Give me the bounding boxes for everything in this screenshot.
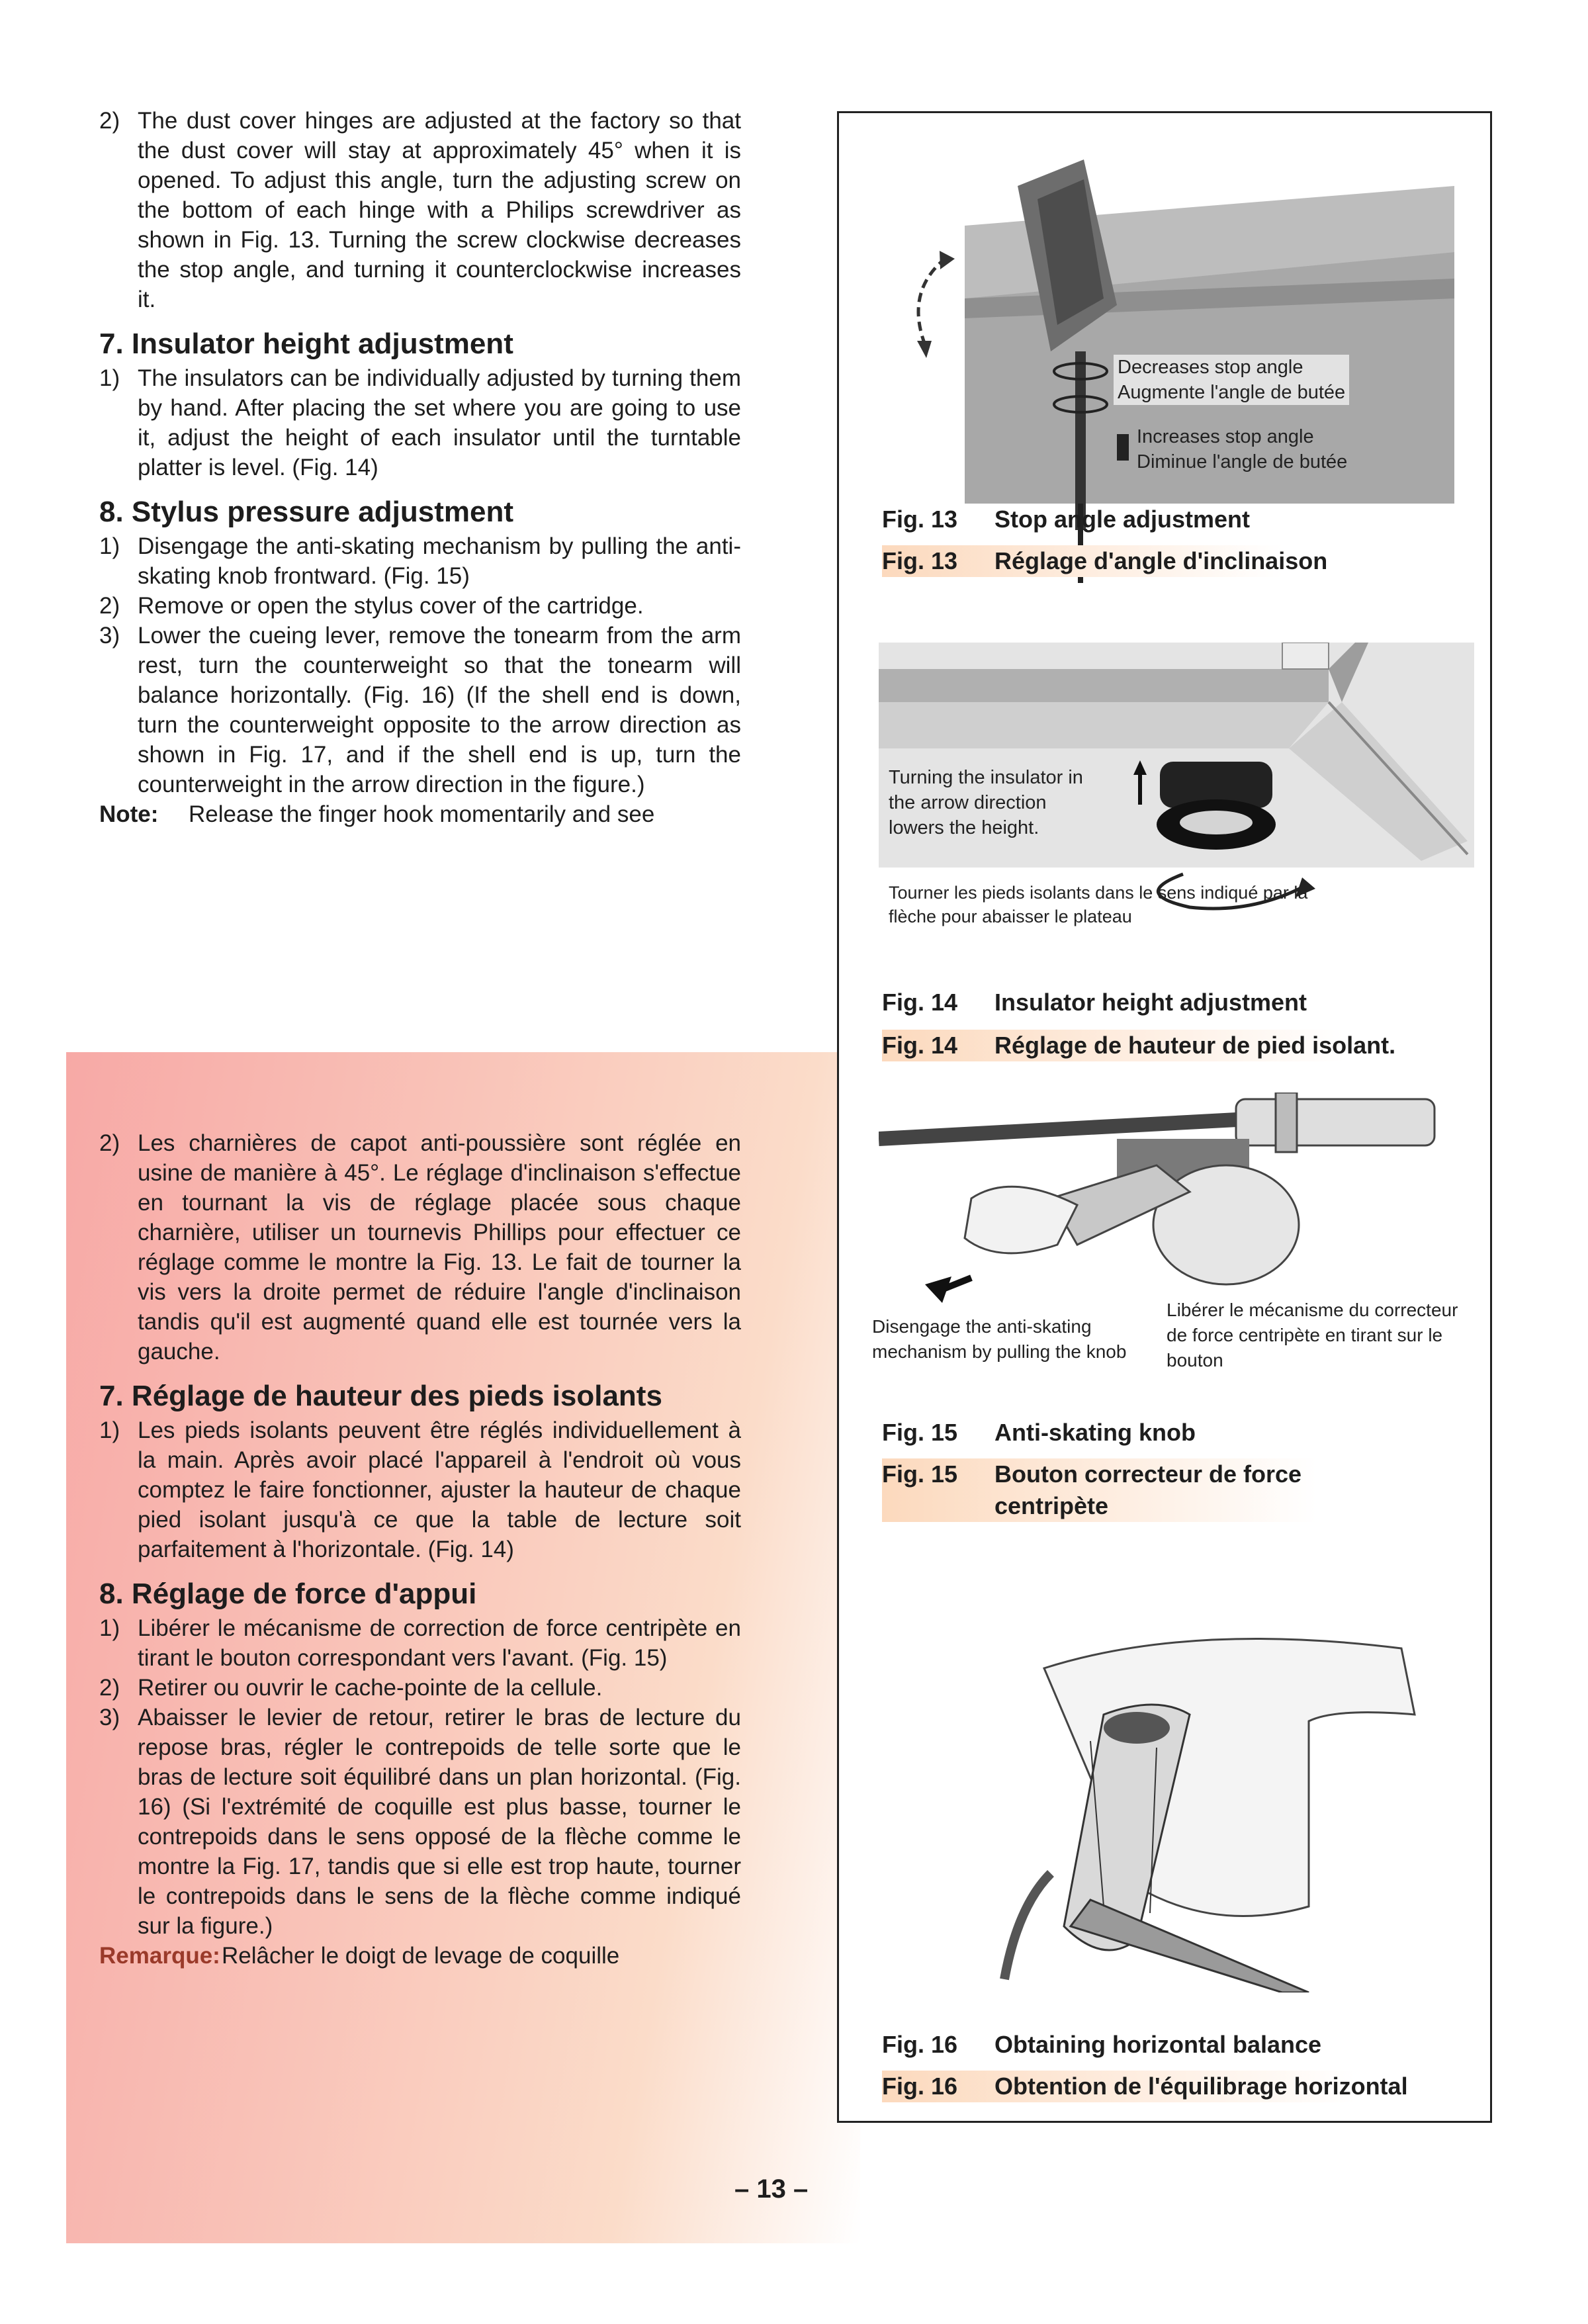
item-number: 2) [99, 1675, 120, 1701]
caption-text: Bouton correcteur de force centripète [994, 1460, 1302, 1519]
fig13-caption-fr [882, 545, 1327, 577]
fr-section-8-item-1 [99, 1613, 741, 1673]
fig13-decreases-en: Decreases stop angle [1114, 355, 1349, 380]
fig16-caption-fr [882, 2071, 1408, 2102]
note-text: Release the finger hook momentarily and see [189, 801, 655, 827]
item-text: Abaisser le levier de retour, retirer le bras de lecture du repose bras, régler le contrepoids de telle sorte que le bras de lecture soit équilibré dans un plan horizontal. (Fig. 16) (Si l'extrémité de coquille est plus basse, tourner le contrepoids dans le sens opposé de la flèche comme le montre la Fig. 17, tandis que si elle est trop haute, tourner le contrepoids dans le sens de la flèche comme indiqué sur la figure.) [138, 1705, 741, 1939]
caption-text: Insulator height adjustment [994, 989, 1307, 1016]
item-number: 2) [99, 108, 120, 134]
item-text: Les pieds isolants peuvent être réglés individuellement à la main. Après avoir placé l'appareil à l'endroit où vous comptez le faire fonctionner, ajuster la hauteur de chaque pied isolant jusqu'à ce que la table de lecture soit parfaitement à l'horizontale. (Fig. 14) [138, 1417, 741, 1562]
figure-15-illustration [879, 1093, 1474, 1304]
item-text: Remove or open the stylus cover of the cartridge. [138, 593, 644, 619]
item-number: 1) [99, 365, 120, 391]
figure-16-illustration [938, 1622, 1441, 1992]
fig14-caption-fr [882, 1030, 1395, 1061]
en-section-8-item-1 [99, 531, 741, 591]
en-section-8-item-3 [99, 621, 741, 799]
figure-panel [837, 111, 1492, 2123]
en-section-8-item-2 [99, 591, 741, 621]
fig13-decreases-labels [1114, 355, 1349, 405]
item-text: The insulators can be individually adjusted by turning them by hand. After placing the set where you are going to use it, adjust the height of each insulator until the turntable platter is level. (Fig. 14) [138, 365, 741, 480]
caption-label: Fig. 13 [882, 547, 958, 574]
fig13-decreases-fr: Augmente l'angle de butée [1114, 380, 1349, 405]
item-text: Retirer ou ouvrir le cache-pointe de la cellule. [138, 1675, 603, 1701]
caption-label: Fig. 15 [882, 1460, 958, 1488]
fig13-increases-en: Increases stop angle [1137, 426, 1314, 447]
caption-text: Réglage d'angle d'inclinaison [994, 547, 1328, 574]
english-column [99, 106, 741, 829]
fig15-label-en: Disengage the anti-skating mechanism by pulling the knob [872, 1316, 1127, 1362]
caption-label: Fig. 16 [882, 2073, 958, 2100]
caption-label: Fig. 16 [882, 2031, 958, 2058]
fig15-caption-en [882, 1417, 1196, 1449]
fig15-label-fr: Libérer le mécanisme du correcteur de force centripète en tirant sur le bouton [1167, 1300, 1458, 1370]
fig13-caption-en [882, 504, 1250, 535]
caption-text: Stop angle adjustment [994, 506, 1251, 533]
note-label: Remarque: [99, 1943, 220, 1969]
en-section-7-item-1 [99, 363, 741, 482]
french-column [99, 1128, 741, 1971]
fig13-increases-labels [1137, 424, 1347, 474]
fr-section-8-item-2 [99, 1673, 741, 1703]
caption-text: Réglage de hauteur de pied isolant. [994, 1032, 1396, 1059]
item-text: Libérer le mécanisme de correction de force centripète en tirant le bouton correspondant vers l'avant. (Fig. 15) [138, 1615, 741, 1671]
fig14-label-en: Turning the insulator in the arrow direction lowers the height. [889, 767, 1083, 838]
item-text: The dust cover hinges are adjusted at the factory so that the dust cover will stay at approximately 45° when it is opened. To adjust this angle, turn the adjusting screw on the bottom of each hinge with a Philips screwdriver as shown in Fig. 13. Turning the screw clockwise decreases the stop angle, and turning it counterclockwise increases it. [138, 108, 741, 312]
caption-text: Anti-skating knob [994, 1419, 1196, 1446]
fr-paragraph-2 [99, 1128, 741, 1366]
note-label: Note: [99, 801, 159, 827]
tonearm-balance-drawing [938, 1622, 1441, 1992]
item-number: 2) [99, 593, 120, 619]
caption-label: Fig. 14 [882, 989, 958, 1016]
en-section-7-heading: 7. Insulator height adjustment [99, 328, 513, 360]
caption-text: Obtention de l'équilibrage horizontal [994, 2073, 1408, 2100]
item-number: 1) [99, 1615, 120, 1641]
item-number: 1) [99, 533, 120, 559]
fig16-caption-en [882, 2029, 1321, 2061]
en-section-8-heading: 8. Stylus pressure adjustment [99, 496, 513, 528]
fig15-caption-fr [882, 1458, 1365, 1522]
caption-label: Fig. 14 [882, 1032, 958, 1059]
caption-text: Obtaining horizontal balance [994, 2031, 1322, 2058]
fr-section-7-item-1 [99, 1415, 741, 1564]
item-number: 3) [99, 1705, 120, 1730]
item-text: Les charnières de capot anti-poussière sont réglée en usine de manière à 45°. Le réglage d'inclinaison s'effectue en tournant la vis de réglage placée sous chaque charnière, utiliser un tournevis Phillips pour effectuer ce réglage comme le montre la Fig. 13. Le fait de tourner la vis vers la droite permet de réduire l'angle d'inclinaison tandis qu'il est augmenté quand elle est tournée vers la gauche. [138, 1130, 741, 1364]
fig14-caption-en [882, 987, 1307, 1018]
fig14-label-fr: Tourner les pieds isolants dans le sens indiqué par la flèche pour abaisser le plateau [889, 883, 1308, 926]
item-number: 2) [99, 1130, 120, 1156]
note-text: Relâcher le doigt de levage de coquille [222, 1943, 620, 1969]
item-number: 3) [99, 623, 120, 648]
caption-label: Fig. 15 [882, 1419, 958, 1446]
item-text: Disengage the anti-skating mechanism by pulling the anti-skating knob frontward. (Fig. 15) [138, 533, 741, 589]
anti-skating-drawing [879, 1093, 1474, 1304]
item-text: Lower the cueing lever, remove the tonearm from the arm rest, turn the counterweight so that the tonearm will balance horizontally. (Fig. 16) (If the shell end is down, turn the counterweight opposite to the arrow direction as shown in Fig. 17, and if the shell end is up, turn the counterweight in the arrow direction in the figure.) [138, 623, 741, 797]
item-number: 1) [99, 1417, 120, 1443]
fr-note [99, 1941, 741, 1971]
page-number: – 13 – [734, 2174, 809, 2204]
caption-label: Fig. 13 [882, 506, 958, 533]
fr-section-7-heading: 7. Réglage de hauteur des pieds isolants [99, 1380, 662, 1412]
en-note [99, 799, 741, 829]
en-paragraph-2 [99, 106, 741, 314]
fig13-increases-fr: Diminue l'angle de butée [1137, 451, 1348, 472]
fr-section-8-item-3 [99, 1703, 741, 1941]
fr-section-8-heading: 8. Réglage de force d'appui [99, 1578, 477, 1610]
